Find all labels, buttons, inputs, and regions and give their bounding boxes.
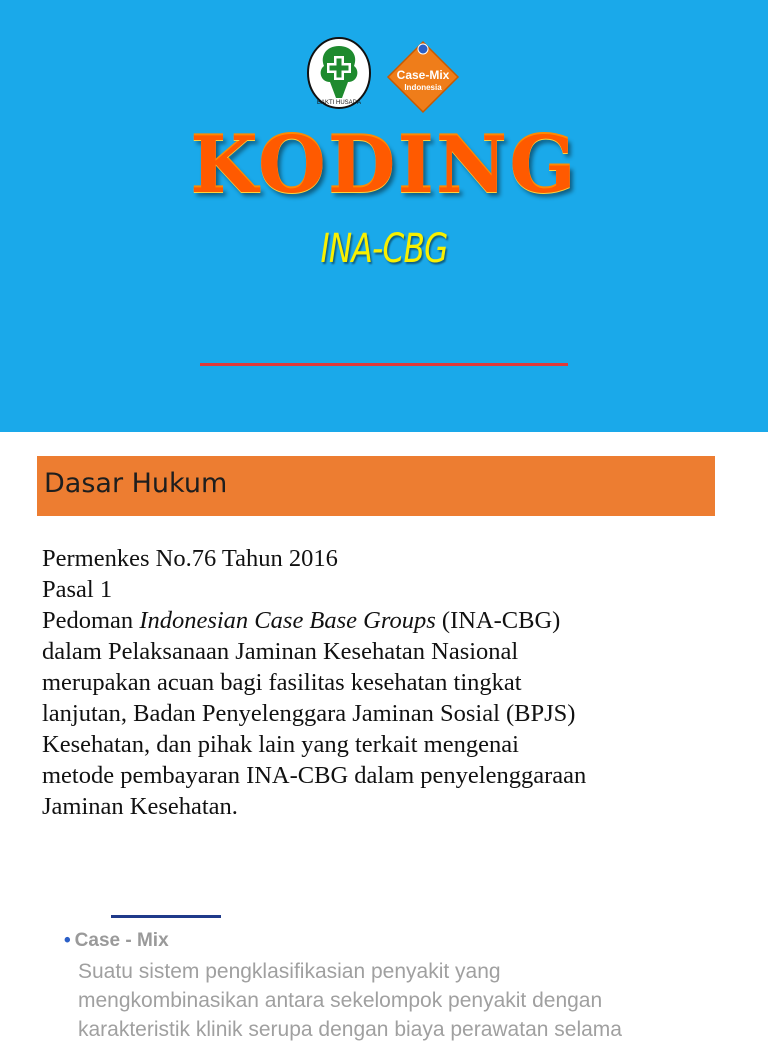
paragraph-line-1	[42, 605, 742, 636]
logo-right-subtext: Indonesia	[404, 83, 442, 92]
logo-right-text: Case-Mix	[396, 68, 450, 82]
title-slide	[0, 0, 768, 432]
bullet-line: Suatu sistem pengklasifikasian penyakit yang	[78, 960, 501, 983]
logos	[306, 36, 466, 116]
regulation-line: Permenkes No.76 Tahun 2016	[42, 545, 338, 572]
paragraph-line: dalam Pelaksanaan Jaminan Kesehatan Nasional	[42, 638, 519, 665]
bakti-husada-logo	[306, 36, 372, 110]
p1-post: (INA-CBG)	[435, 607, 561, 634]
paragraph-line: merupakan acuan bagi fasilitas kesehatan tingkat	[42, 669, 522, 696]
paragraph-line: Kesehatan, dan pihak lain yang terkait mengenai	[42, 731, 519, 758]
bullet-line: karakteristik klinik serupa dengan biaya perawatan selama	[78, 1018, 622, 1041]
paragraph-line: metode pembayaran INA-CBG dalam penyelenggaraan	[42, 762, 587, 789]
case-mix-logo	[384, 38, 462, 116]
article-line: Pasal 1	[42, 576, 113, 603]
p1-pre: Pedoman	[42, 607, 140, 634]
bullet-line: mengkombinasikan antara sekelompok penyakit dengan	[78, 989, 603, 1012]
bullet-dot-icon: •	[64, 930, 71, 951]
slide-title: KODING	[190, 120, 578, 211]
bullet-title: Case - Mix	[74, 930, 169, 951]
section-header	[37, 456, 715, 516]
accent-line	[111, 915, 221, 918]
divider-line	[200, 363, 568, 366]
slide-subtitle: INA-CBG	[320, 226, 448, 272]
legal-basis-text	[42, 543, 742, 822]
paragraph-line: Jaminan Kesehatan.	[42, 793, 238, 820]
section-header-label: Dasar Hukum	[44, 468, 228, 499]
bullet-heading	[64, 930, 169, 952]
logo-left-text: BAKTI HUSADA	[316, 100, 362, 106]
p1-italic: Indonesian Case Base Groups	[139, 607, 436, 634]
paragraph-line: lanjutan, Badan Penyelenggara Jaminan Sosial (BPJS)	[42, 700, 576, 727]
bullet-text	[78, 957, 758, 1044]
